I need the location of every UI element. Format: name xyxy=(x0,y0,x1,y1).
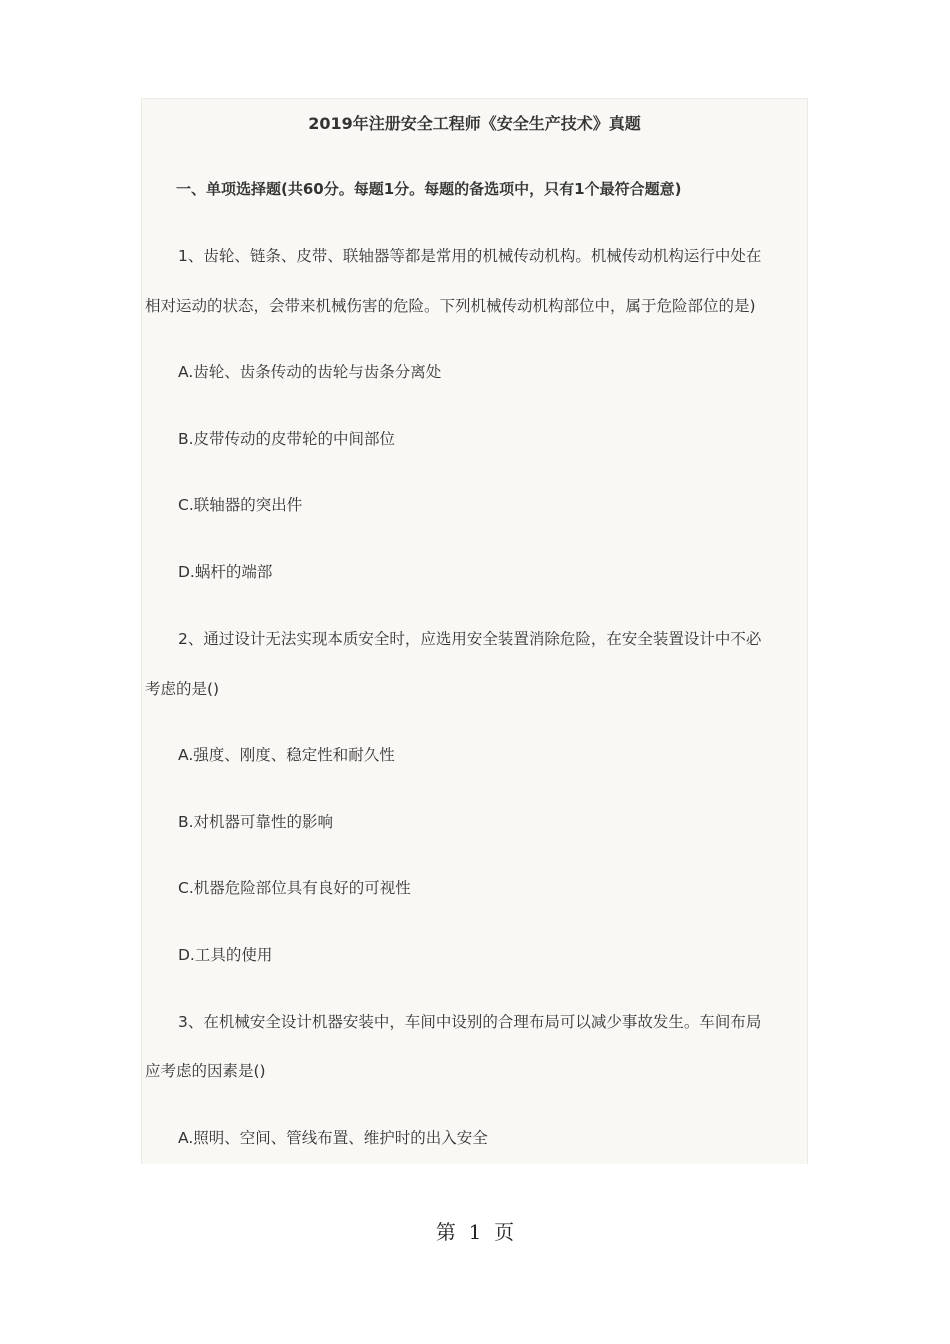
document-title: 2019年注册安全工程师《安全生产技术》真题 xyxy=(308,114,641,133)
question-2-option-c: C.机器危险部位具有良好的可视性 xyxy=(178,879,411,897)
question-1-stem-line-1: 1、齿轮、链条、皮带、联轴器等都是常用的机械传动机构。机械传动机构运行中处在 xyxy=(178,247,762,265)
question-1-option-d: D.蜗杆的端部 xyxy=(178,563,273,581)
question-3-stem-line-1: 3、在机械安全设计机器安装中，车间中设别的合理布局可以减少事故发生。车间布局 xyxy=(178,1013,762,1031)
question-1-option-b: B.皮带传动的皮带轮的中间部位 xyxy=(178,430,396,448)
question-3-stem-line-2: 应考虑的因素是() xyxy=(145,1062,266,1080)
question-2-option-b: B.对机器可靠性的影响 xyxy=(178,813,334,831)
document-content-panel xyxy=(141,98,808,1164)
question-2-option-a: A.强度、刚度、稳定性和耐久性 xyxy=(178,746,395,764)
question-1-option-c: C.联轴器的突出件 xyxy=(178,496,303,514)
page-number: 第 1 页 xyxy=(435,1220,515,1244)
question-2-stem-line-1: 2、通过设计无法实现本质安全时，应选用安全装置消除危险，在安全装置设计中不必 xyxy=(178,630,762,648)
question-3-option-a: A.照明、空间、管线布置、维护时的出入安全 xyxy=(178,1129,488,1147)
section-heading: 一、单项选择题(共60分。每题1分。每题的备选项中，只有1个最符合题意) xyxy=(176,180,682,198)
question-1-option-a: A.齿轮、齿条传动的齿轮与齿条分离处 xyxy=(178,363,442,381)
question-1-stem-line-2: 相对运动的状态，会带来机械伤害的危险。下列机械传动机构部位中，属于危险部位的是) xyxy=(145,297,756,315)
question-2-stem-line-2: 考虑的是() xyxy=(145,680,220,698)
question-2-option-d: D.工具的使用 xyxy=(178,946,273,964)
